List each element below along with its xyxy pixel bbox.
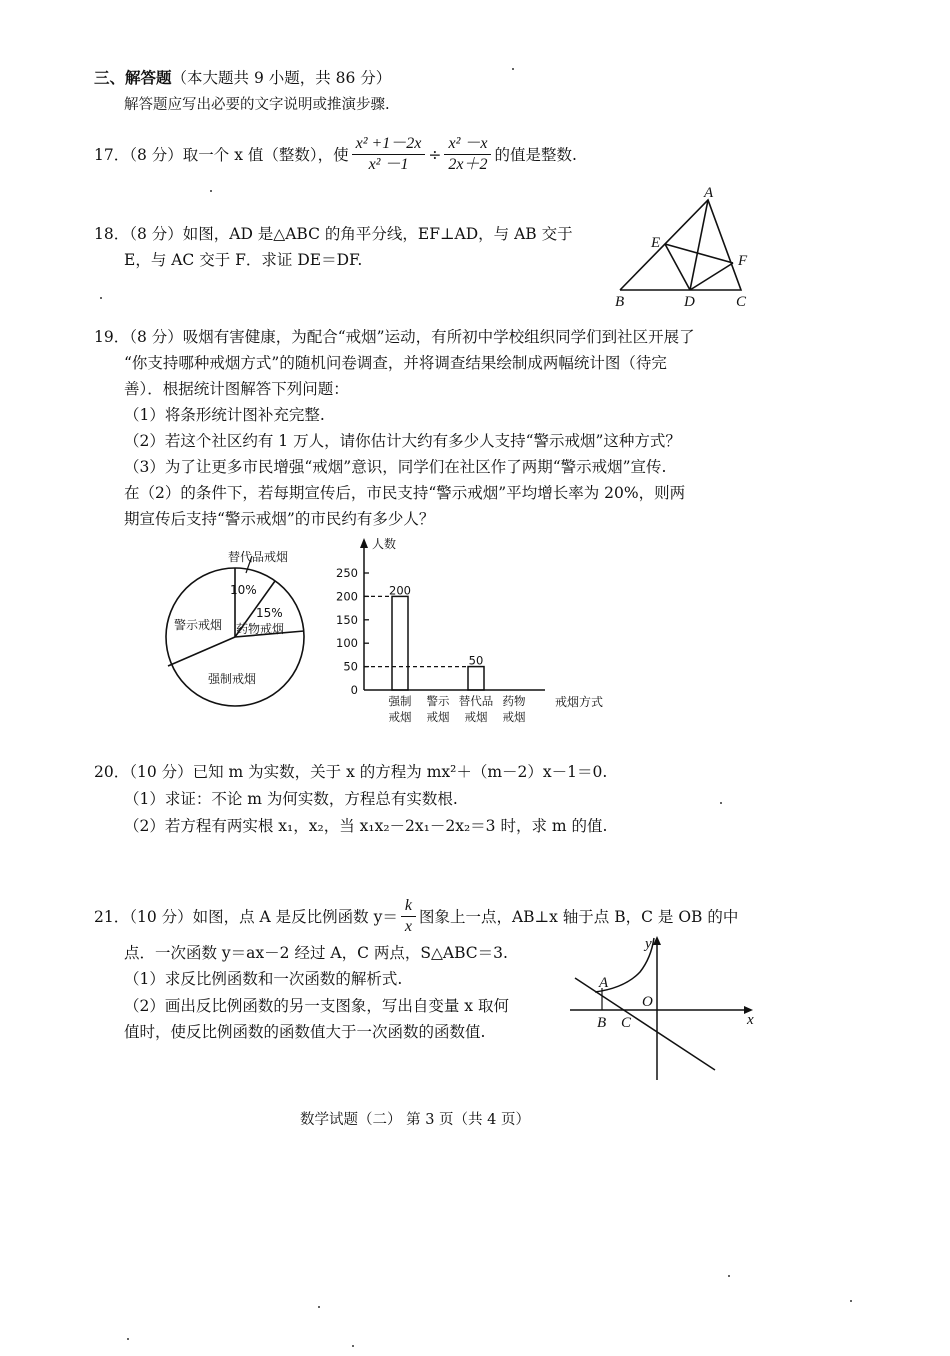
- pie-label-forced: 强制戒烟: [208, 672, 257, 686]
- x-tick-label: 警示: [426, 694, 450, 708]
- scan-speck: [100, 297, 102, 299]
- label-d: D: [684, 294, 695, 310]
- bisector-ad: [690, 200, 708, 290]
- scan-speck: [352, 1345, 354, 1347]
- y-axis-arrow-icon: [360, 538, 368, 548]
- q17-frac1-denominator: x² －1: [368, 156, 409, 173]
- scan-speck: [210, 190, 212, 192]
- q17-fraction-2: [444, 134, 491, 175]
- label-a: A: [704, 185, 714, 201]
- label-a: A: [599, 975, 609, 991]
- pie-label-medicine: 药物戒烟: [236, 622, 285, 636]
- q17-fraction-1: [352, 134, 426, 175]
- q21-sub-2a: （2）画出反比例函数的另一支图象，写出自变量 x 取何: [124, 997, 509, 1015]
- q19-line-1: 19．（8 分）吸烟有害健康，为配合“戒烟”运动，有所初中学校组织同学们到社区开展了: [94, 328, 695, 346]
- scan-speck: [728, 1275, 730, 1277]
- bar-chart: [335, 530, 625, 730]
- segment-df: [690, 263, 733, 290]
- y-tick-label: 200: [336, 589, 358, 604]
- q18-line-2: E，与 AC 交于 F．求证 DE＝DF.: [124, 251, 363, 269]
- q19-line-3: 善）．根据统计图解答下列问题：: [124, 380, 349, 398]
- bar: [392, 596, 408, 690]
- q20-sub-1: （1）求证：不论 m 为何实数，方程总有实数根.: [124, 790, 458, 808]
- q17-frac1-numerator: x² +1－2x: [352, 134, 426, 155]
- q19-sub-2: （2）若这个社区约有 1 万人，请你估计大约有多少人支持“警示戒烟”这种方式？: [124, 432, 681, 450]
- q19-sub-3c: 期宣传后支持“警示戒烟”的市民约有多少人？: [124, 510, 435, 528]
- scan-speck: [127, 1338, 129, 1340]
- x-tick-label: 药物: [502, 694, 526, 708]
- section-instruction: 解答题应写出必要的文字说明或推演步骤.: [124, 97, 390, 113]
- section-note: （本大题共 9 小题，共 86 分）: [171, 69, 392, 87]
- q17-frac2-denominator: 2x＋2: [448, 156, 488, 173]
- x-tick-label: 戒烟: [502, 710, 526, 724]
- section-heading: [94, 68, 391, 88]
- q21-frac-denominator: x: [404, 918, 412, 935]
- q21-coordinate-figure: [565, 930, 765, 1090]
- q19-sub-3a: （3）为了让更多市民增强“戒烟”意识，同学们在社区作了两期“警示戒烟”宣传.: [124, 458, 667, 476]
- label-y: y: [645, 936, 652, 952]
- label-f: F: [738, 253, 748, 269]
- x-tick-label: 戒烟: [464, 710, 488, 724]
- pie-label-medicine-pct: 15%: [256, 606, 283, 620]
- q17-frac2-numerator: x² －x: [444, 134, 491, 155]
- segment-de: [665, 244, 690, 290]
- bar: [468, 667, 484, 690]
- scan-speck: [512, 68, 514, 70]
- q20-sub-2: （2）若方程有两实根 x₁，x₂，当 x₁x₂－2x₁－2x₂＝3 时，求 m 的值.: [124, 817, 608, 835]
- y-tick-label: 100: [336, 636, 358, 651]
- x-axis-label: 戒烟方式: [555, 695, 604, 709]
- label-b: B: [597, 1015, 607, 1031]
- q20-line-1: 20．（10 分）已知 m 为实数，关于 x 的方程为 mx²＋（m－2）x－1＝0.: [94, 763, 608, 781]
- scan-speck: [850, 1300, 852, 1302]
- x-tick-label: 替代品: [458, 694, 494, 708]
- bar-value-label: 200: [389, 583, 411, 598]
- pie-chart: [150, 540, 325, 720]
- q19-sub-3b: 在（2）的条件下，若每期宣传后，市民支持“警示戒烟”平均增长率为 20%，则两: [124, 484, 686, 502]
- pie-label-substitute-pct: 10%: [230, 583, 257, 597]
- y-tick-label: 150: [336, 612, 358, 627]
- label-x: x: [747, 1012, 754, 1028]
- q21-frac-numerator: k: [401, 896, 416, 917]
- page-footer: 数学试题（二） 第 3 页（共 4 页）: [300, 1112, 530, 1128]
- label-e: E: [651, 235, 661, 251]
- section-title: 三、解答题: [94, 68, 172, 87]
- y-axis-label: 人数: [372, 537, 397, 551]
- q21-line-2: 点．一次函数 y＝ax－2 经过 A，C 两点，S△ABC＝3.: [124, 944, 508, 962]
- y-tick-label: 250: [336, 566, 358, 580]
- q19-sub-1: （1）将条形统计图补充完整.: [124, 406, 325, 424]
- q17-divide-sign: ÷: [428, 145, 442, 164]
- q17-prefix: 17．（8 分）取一个 x 值（整数），使: [94, 145, 349, 164]
- x-tick-label: 戒烟: [426, 710, 450, 724]
- q21-prefix: 21．（10 分）如图，点 A 是反比例函数 y＝: [94, 907, 398, 926]
- linear-function-line: [575, 978, 715, 1070]
- scan-speck: [720, 802, 722, 804]
- q21-sub-2b: 值时，使反比例函数的函数值大于一次函数的函数值.: [124, 1023, 486, 1041]
- bar-value-label: 50: [468, 653, 484, 668]
- y-tick-label: 0: [350, 683, 358, 697]
- q18-line-1: 18．（8 分）如图，AD 是△ABC 的角平分线，EF⊥AD，与 AB 交于: [94, 225, 573, 243]
- scan-speck: [318, 1306, 320, 1308]
- q17-suffix: 的值是整数.: [494, 145, 577, 164]
- q21-sub-1: （1）求反比例函数和一次函数的解析式.: [124, 970, 403, 988]
- pie-label-substitute: 替代品戒烟: [228, 550, 289, 564]
- pie-label-warning: 警示戒烟: [174, 618, 223, 632]
- x-tick-label: 戒烟: [388, 710, 412, 724]
- label-c: C: [736, 294, 747, 310]
- triangle-abc: [620, 200, 741, 290]
- y-tick-label: 50: [343, 659, 358, 674]
- label-o: O: [642, 994, 653, 1010]
- pie-radius-left: [168, 637, 235, 666]
- label-b: B: [615, 294, 625, 310]
- q18-triangle-figure: [605, 185, 765, 310]
- q21-suffix: 图象上一点，AB⊥x 轴于点 B，C 是 OB 的中: [418, 907, 739, 926]
- x-tick-label: 强制: [388, 694, 412, 708]
- label-c: C: [621, 1015, 632, 1031]
- q21-fraction: [401, 896, 416, 937]
- q19-line-2: “你支持哪种戒烟方式”的随机问卷调查，并将调查结果绘制成两幅统计图（待完: [124, 354, 667, 372]
- question-17: [94, 134, 577, 175]
